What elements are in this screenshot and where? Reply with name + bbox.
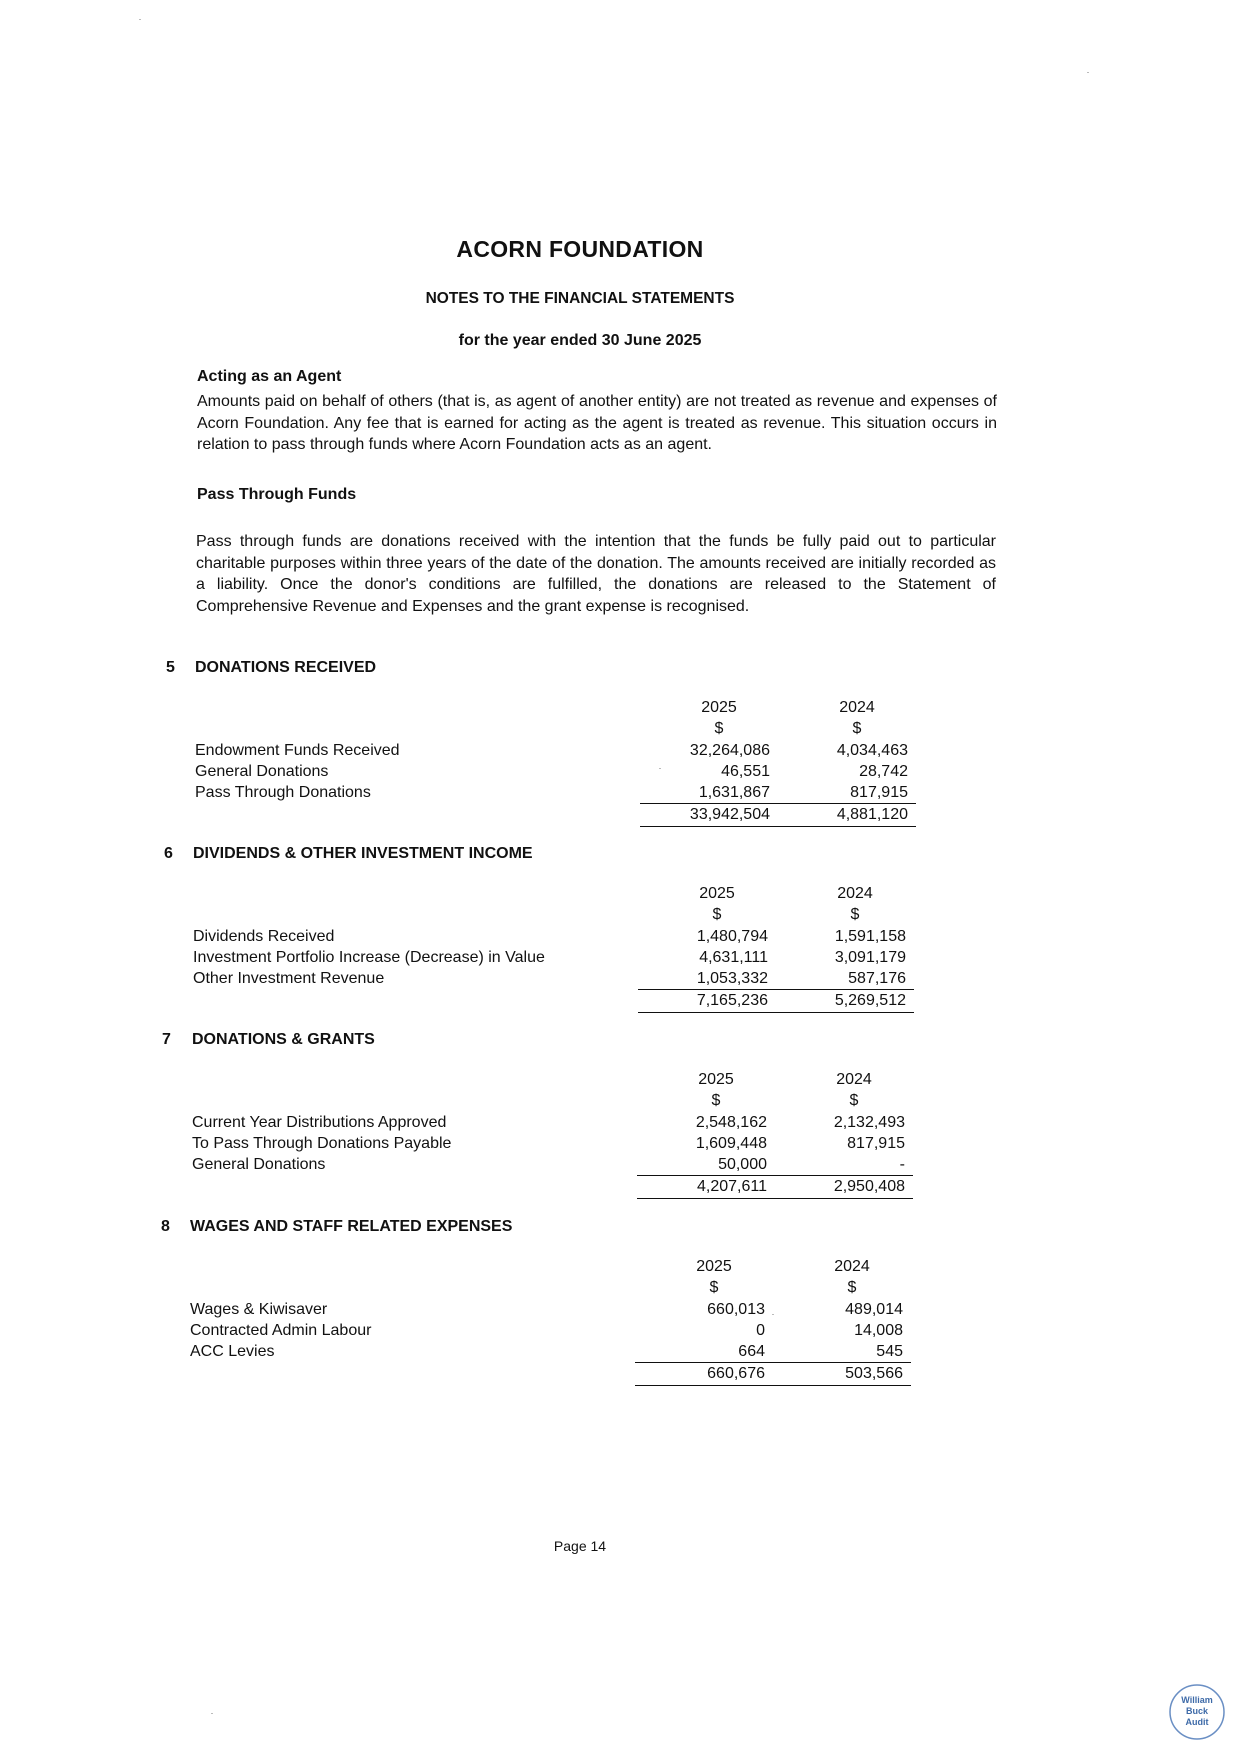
total-2025: 660,676 (635, 1363, 773, 1385)
value-2025: 0 (756, 1321, 765, 1339)
agent-text: Amounts paid on behalf of others (that is, as agent of another entity) are not treated as revenue and expenses of Acorn Foundation. Any fee that is earned for acting as the agent is treated as revenue. This situation occurs in relation to pass through funds where Acorn Foundation acts as an agent. (197, 393, 997, 453)
table-row (190, 1299, 911, 1320)
year-2025-header: 2025 (699, 885, 735, 902)
section-8-title: WAGES AND STAFF RELATED EXPENSES (190, 1218, 513, 1235)
table-row (192, 1154, 913, 1176)
organisation-title: ACORN FOUNDATION (456, 236, 704, 262)
total-2024: 2,950,408 (775, 1176, 913, 1198)
row-label: Contracted Admin Labour (190, 1321, 372, 1339)
agent-paragraph (197, 391, 997, 456)
year-2025-header: 2025 (696, 1258, 732, 1275)
value-2025: 1,609,448 (695, 1134, 767, 1152)
year-header-row (190, 1256, 911, 1277)
stamp-line-1: William (1181, 1695, 1213, 1705)
section-8-table (190, 1256, 911, 1386)
reporting-period: for the year ended 30 June 2025 (458, 332, 702, 349)
row-label: Wages & Kiwisaver (190, 1300, 328, 1318)
value-2024: 14,008 (854, 1321, 903, 1339)
table-row (190, 1341, 911, 1363)
currency-2024: $ (852, 720, 862, 738)
currency-2025: $ (709, 1279, 719, 1297)
total-row (192, 1176, 913, 1198)
pass-through-paragraph (196, 531, 996, 617)
document-subtitle: NOTES TO THE FINANCIAL STATEMENTS (425, 290, 735, 307)
stamp-line-3: Audit (1185, 1717, 1209, 1727)
value-2024: - (775, 1154, 913, 1176)
row-label: ACC Levies (190, 1343, 275, 1361)
currency-2024: $ (849, 1092, 859, 1110)
value-2025: 2,548,162 (695, 1113, 767, 1131)
section-5-number: 5 (166, 659, 175, 676)
row-label: Other Investment Revenue (193, 970, 385, 988)
total-2024: 503,566 (773, 1363, 911, 1385)
total-row (190, 1363, 911, 1385)
pass-through-text: Pass through funds are donations received with the intention that the funds be fully paid out to particular charitable purposes within three years of the date of the donation. The amounts received are initially recorded as a liability. Once the donor's conditions are fulfilled, the donations are released to the Statement of Comprehensive Revenue and Expenses and the grant expense is recognised. (196, 533, 996, 615)
year-2024-header: 2024 (837, 885, 873, 902)
value-2025: 660,013 (707, 1300, 765, 1318)
table-row (193, 968, 914, 990)
value-2024: 28,742 (859, 762, 908, 780)
value-2025: 46,551 (721, 762, 770, 780)
total-2024: 4,881,120 (778, 804, 916, 826)
pass-through-heading: Pass Through Funds (197, 486, 357, 503)
table-row (192, 1133, 913, 1154)
currency-header-row (193, 904, 914, 925)
value-2024: 1,591,158 (834, 927, 906, 945)
row-label: General Donations (192, 1156, 326, 1174)
scan-speck (1087, 72, 1089, 73)
section-7-table (192, 1069, 913, 1199)
year-header-row (192, 1069, 913, 1090)
total-2024: 5,269,512 (776, 990, 914, 1012)
section-6-number: 6 (164, 845, 173, 862)
total-row (193, 990, 914, 1012)
year-header-row (195, 697, 916, 718)
table-row (192, 1112, 913, 1133)
row-label: Current Year Distributions Approved (192, 1113, 447, 1131)
year-2024-header: 2024 (836, 1071, 872, 1088)
row-label: General Donations (195, 762, 329, 780)
currency-2024: $ (850, 906, 860, 924)
table-row (195, 761, 916, 782)
row-label: To Pass Through Donations Payable (192, 1134, 452, 1152)
value-2024: 817,915 (847, 1134, 905, 1152)
value-2025: 50,000 (637, 1154, 775, 1176)
section-6-title: DIVIDENDS & OTHER INVESTMENT INCOME (193, 845, 533, 862)
section-7-title: DONATIONS & GRANTS (192, 1031, 375, 1048)
currency-header-row (195, 718, 916, 739)
table-row (193, 947, 914, 968)
value-2025: 4,631,111 (699, 948, 768, 966)
section-5-title: DONATIONS RECEIVED (195, 659, 377, 676)
value-2024: 3,091,179 (834, 948, 906, 966)
scan-speck (211, 1713, 213, 1714)
scan-speck (659, 768, 661, 769)
table-row (190, 1320, 911, 1341)
year-2025-header: 2025 (698, 1071, 734, 1088)
section-7-number: 7 (162, 1031, 171, 1048)
table-row (193, 926, 914, 947)
value-2025: 1,053,332 (638, 968, 776, 990)
value-2024: 587,176 (776, 968, 914, 990)
year-2025-header: 2025 (701, 699, 737, 716)
row-label: Endowment Funds Received (195, 741, 400, 759)
currency-2025: $ (712, 906, 722, 924)
value-2024: 817,915 (778, 782, 916, 804)
scan-speck (772, 1314, 774, 1315)
currency-2025: $ (714, 720, 724, 738)
total-2025: 33,942,504 (640, 804, 778, 826)
section-8-number: 8 (161, 1218, 170, 1235)
row-label: Investment Portfolio Increase (Decrease) in Value (193, 948, 545, 966)
section-6-table (193, 883, 914, 1013)
row-label: Dividends Received (193, 927, 335, 945)
value-2025: 1,631,867 (640, 782, 778, 804)
page-number: Page 14 (553, 1538, 607, 1554)
scan-speck (139, 19, 141, 20)
value-2025: 1,480,794 (696, 927, 768, 945)
row-label: Pass Through Donations (195, 784, 371, 802)
currency-2025: $ (711, 1092, 721, 1110)
value-2024: 4,034,463 (836, 741, 908, 759)
currency-header-row (192, 1090, 913, 1111)
stamp-line-2: Buck (1185, 1706, 1209, 1716)
value-2025: 664 (635, 1341, 773, 1363)
table-row (195, 782, 916, 804)
total-row (195, 804, 916, 826)
value-2024: 2,132,493 (833, 1113, 905, 1131)
section-5-table (195, 697, 916, 827)
currency-header-row (190, 1277, 911, 1298)
currency-2024: $ (847, 1279, 857, 1297)
value-2025: 32,264,086 (689, 741, 770, 759)
year-header-row (193, 883, 914, 904)
table-row (195, 740, 916, 761)
year-2024-header: 2024 (834, 1258, 870, 1275)
agent-heading: Acting as an Agent (197, 368, 342, 385)
total-2025: 7,165,236 (638, 990, 776, 1012)
value-2024: 545 (773, 1341, 911, 1363)
value-2024: 489,014 (845, 1300, 903, 1318)
auditor-stamp (1168, 1683, 1226, 1741)
year-2024-header: 2024 (839, 699, 875, 716)
total-2025: 4,207,611 (637, 1176, 775, 1198)
